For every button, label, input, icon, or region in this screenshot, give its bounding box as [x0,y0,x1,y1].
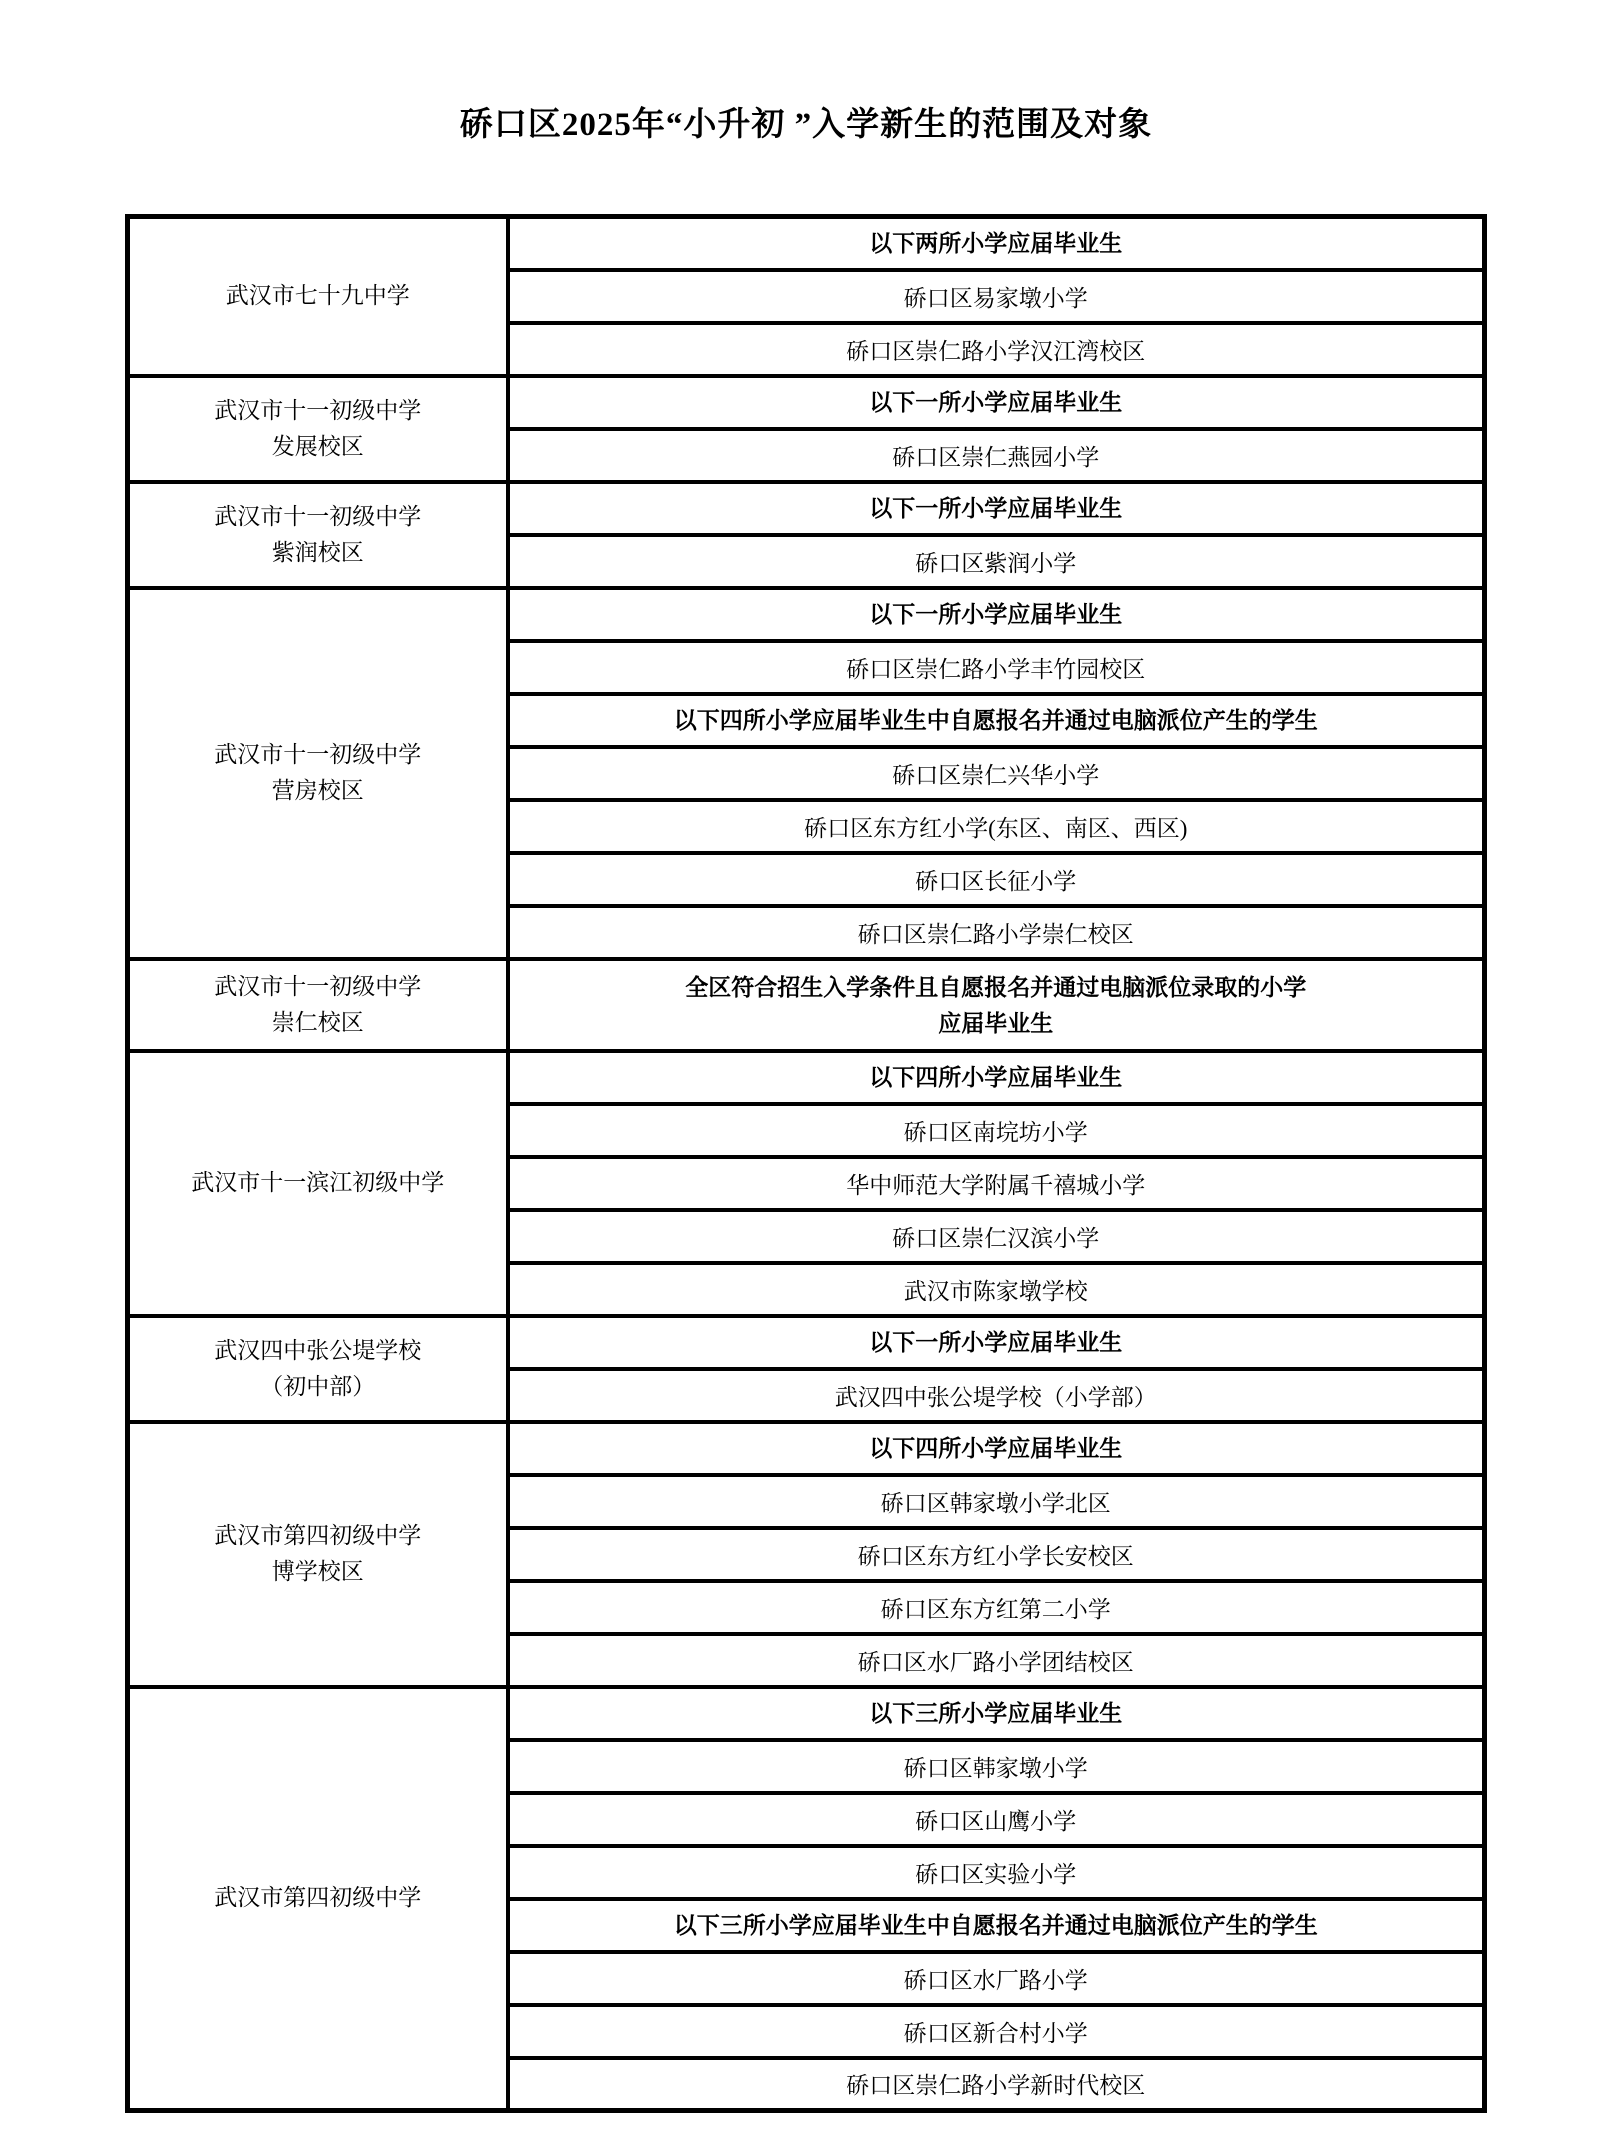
primary-school-cell: 硚口区崇仁路小学崇仁校区 [508,906,1485,959]
category-header-cell: 以下四所小学应届毕业生中自愿报名并通过电脑派位产生的学生 [508,694,1485,747]
primary-school-cell: 硚口区崇仁燕园小学 [508,429,1485,482]
middle-school-name: 武汉市七十九中学 [225,283,410,309]
middle-school-campus: 紫润校区 [271,539,364,565]
primary-school-cell: 硚口区东方红小学长安校区 [508,1528,1485,1581]
primary-school-cell: 硚口区韩家墩小学北区 [508,1475,1485,1528]
table-row [128,1316,1485,1369]
primary-school-cell: 硚口区易家墩小学 [508,270,1485,323]
primary-school-cell: 硚口区南垸坊小学 [508,1104,1485,1157]
table-row [128,1051,1485,1104]
primary-school-cell: 硚口区紫润小学 [508,535,1485,588]
middle-school-cell [128,959,508,1051]
primary-school-cell: 华中师范大学附属千禧城小学 [508,1157,1485,1210]
primary-school-cell: 硚口区东方红第二小学 [508,1581,1485,1634]
category-header-cell: 以下三所小学应届毕业生 [508,1687,1485,1740]
category-header-cell: 以下一所小学应届毕业生 [508,482,1485,535]
table-row [128,1422,1485,1475]
middle-school-campus: 发展校区 [271,433,364,459]
category-header-cell: 以下两所小学应届毕业生 [508,217,1485,270]
table-row [128,1687,1485,1740]
middle-school-name: 武汉市第四初级中学 [214,1885,422,1911]
middle-school-cell [128,1422,508,1687]
category-header-cell: 以下一所小学应届毕业生 [508,588,1485,641]
category-header-cell: 以下四所小学应届毕业生 [508,1051,1485,1104]
page-title: 硚口区2025年“小升初 ”入学新生的范围及对象 [459,107,1153,143]
primary-school-cell: 硚口区崇仁路小学新时代校区 [508,2058,1485,2111]
category-header-cell: 以下三所小学应届毕业生中自愿报名并通过电脑派位产生的学生 [508,1899,1485,1952]
category-header-cell: 以下一所小学应届毕业生 [508,376,1485,429]
middle-school-campus: 博学校区 [271,1559,364,1584]
primary-school-cell: 武汉市陈家墩学校 [508,1263,1485,1316]
primary-school-cell: 硚口区新合村小学 [508,2005,1485,2058]
category-header-cell: 以下一所小学应届毕业生 [508,1316,1485,1369]
middle-school-name: 武汉市十一初级中学 [214,503,422,529]
primary-school-cell: 硚口区山鹰小学 [508,1793,1485,1846]
middle-school-name: 武汉四中张公堤学校 [214,1337,422,1363]
middle-school-name: 武汉市十一滨江初级中学 [191,1170,445,1195]
middle-school-cell [128,588,508,959]
middle-school-cell [128,1316,508,1422]
middle-school-name: 武汉市第四初级中学 [214,1523,422,1548]
primary-school-cell: 硚口区崇仁路小学丰竹园校区 [508,641,1485,694]
middle-school-cell [128,1051,508,1316]
middle-school-campus: 营房校区 [271,778,364,803]
category-header-cell: 以下四所小学应届毕业生 [508,1422,1485,1475]
primary-school-cell: 硚口区韩家墩小学 [508,1740,1485,1793]
primary-school-cell: 硚口区崇仁汉滨小学 [508,1210,1485,1263]
middle-school-name: 武汉市十一初级中学 [214,973,422,999]
category-header-line2: 应届毕业生 [938,1009,1054,1036]
middle-school-cell [128,376,508,482]
table-row [128,482,1485,535]
middle-school-campus: 崇仁校区 [271,1009,364,1035]
primary-school-cell: 硚口区水厂路小学 [508,1952,1485,2005]
middle-school-cell [128,1687,508,2111]
primary-school-cell: 硚口区崇仁兴华小学 [508,747,1485,800]
middle-school-cell [128,217,508,376]
middle-school-name: 武汉市十一初级中学 [214,742,422,767]
primary-school-cell: 武汉四中张公堤学校（小学部） [508,1369,1485,1422]
table-row [128,959,1485,1051]
middle-school-cell [128,482,508,588]
primary-school-cell: 硚口区水厂路小学团结校区 [508,1634,1485,1687]
middle-school-campus: （初中部） [260,1373,376,1399]
primary-school-cell: 硚口区东方红小学(东区、南区、西区) [508,800,1485,853]
primary-school-cell: 硚口区长征小学 [508,853,1485,906]
admission-table [125,214,1487,2113]
primary-school-cell: 硚口区实验小学 [508,1846,1485,1899]
table-row [128,217,1485,270]
primary-school-cell: 硚口区崇仁路小学汉江湾校区 [508,323,1485,376]
category-header-line1: 全区符合招生入学条件且自愿报名并通过电脑派位录取的小学 [685,973,1307,1000]
category-header-cell [508,959,1485,1051]
table-row [128,588,1485,641]
middle-school-name: 武汉市十一初级中学 [214,397,422,423]
table-row [128,376,1485,429]
